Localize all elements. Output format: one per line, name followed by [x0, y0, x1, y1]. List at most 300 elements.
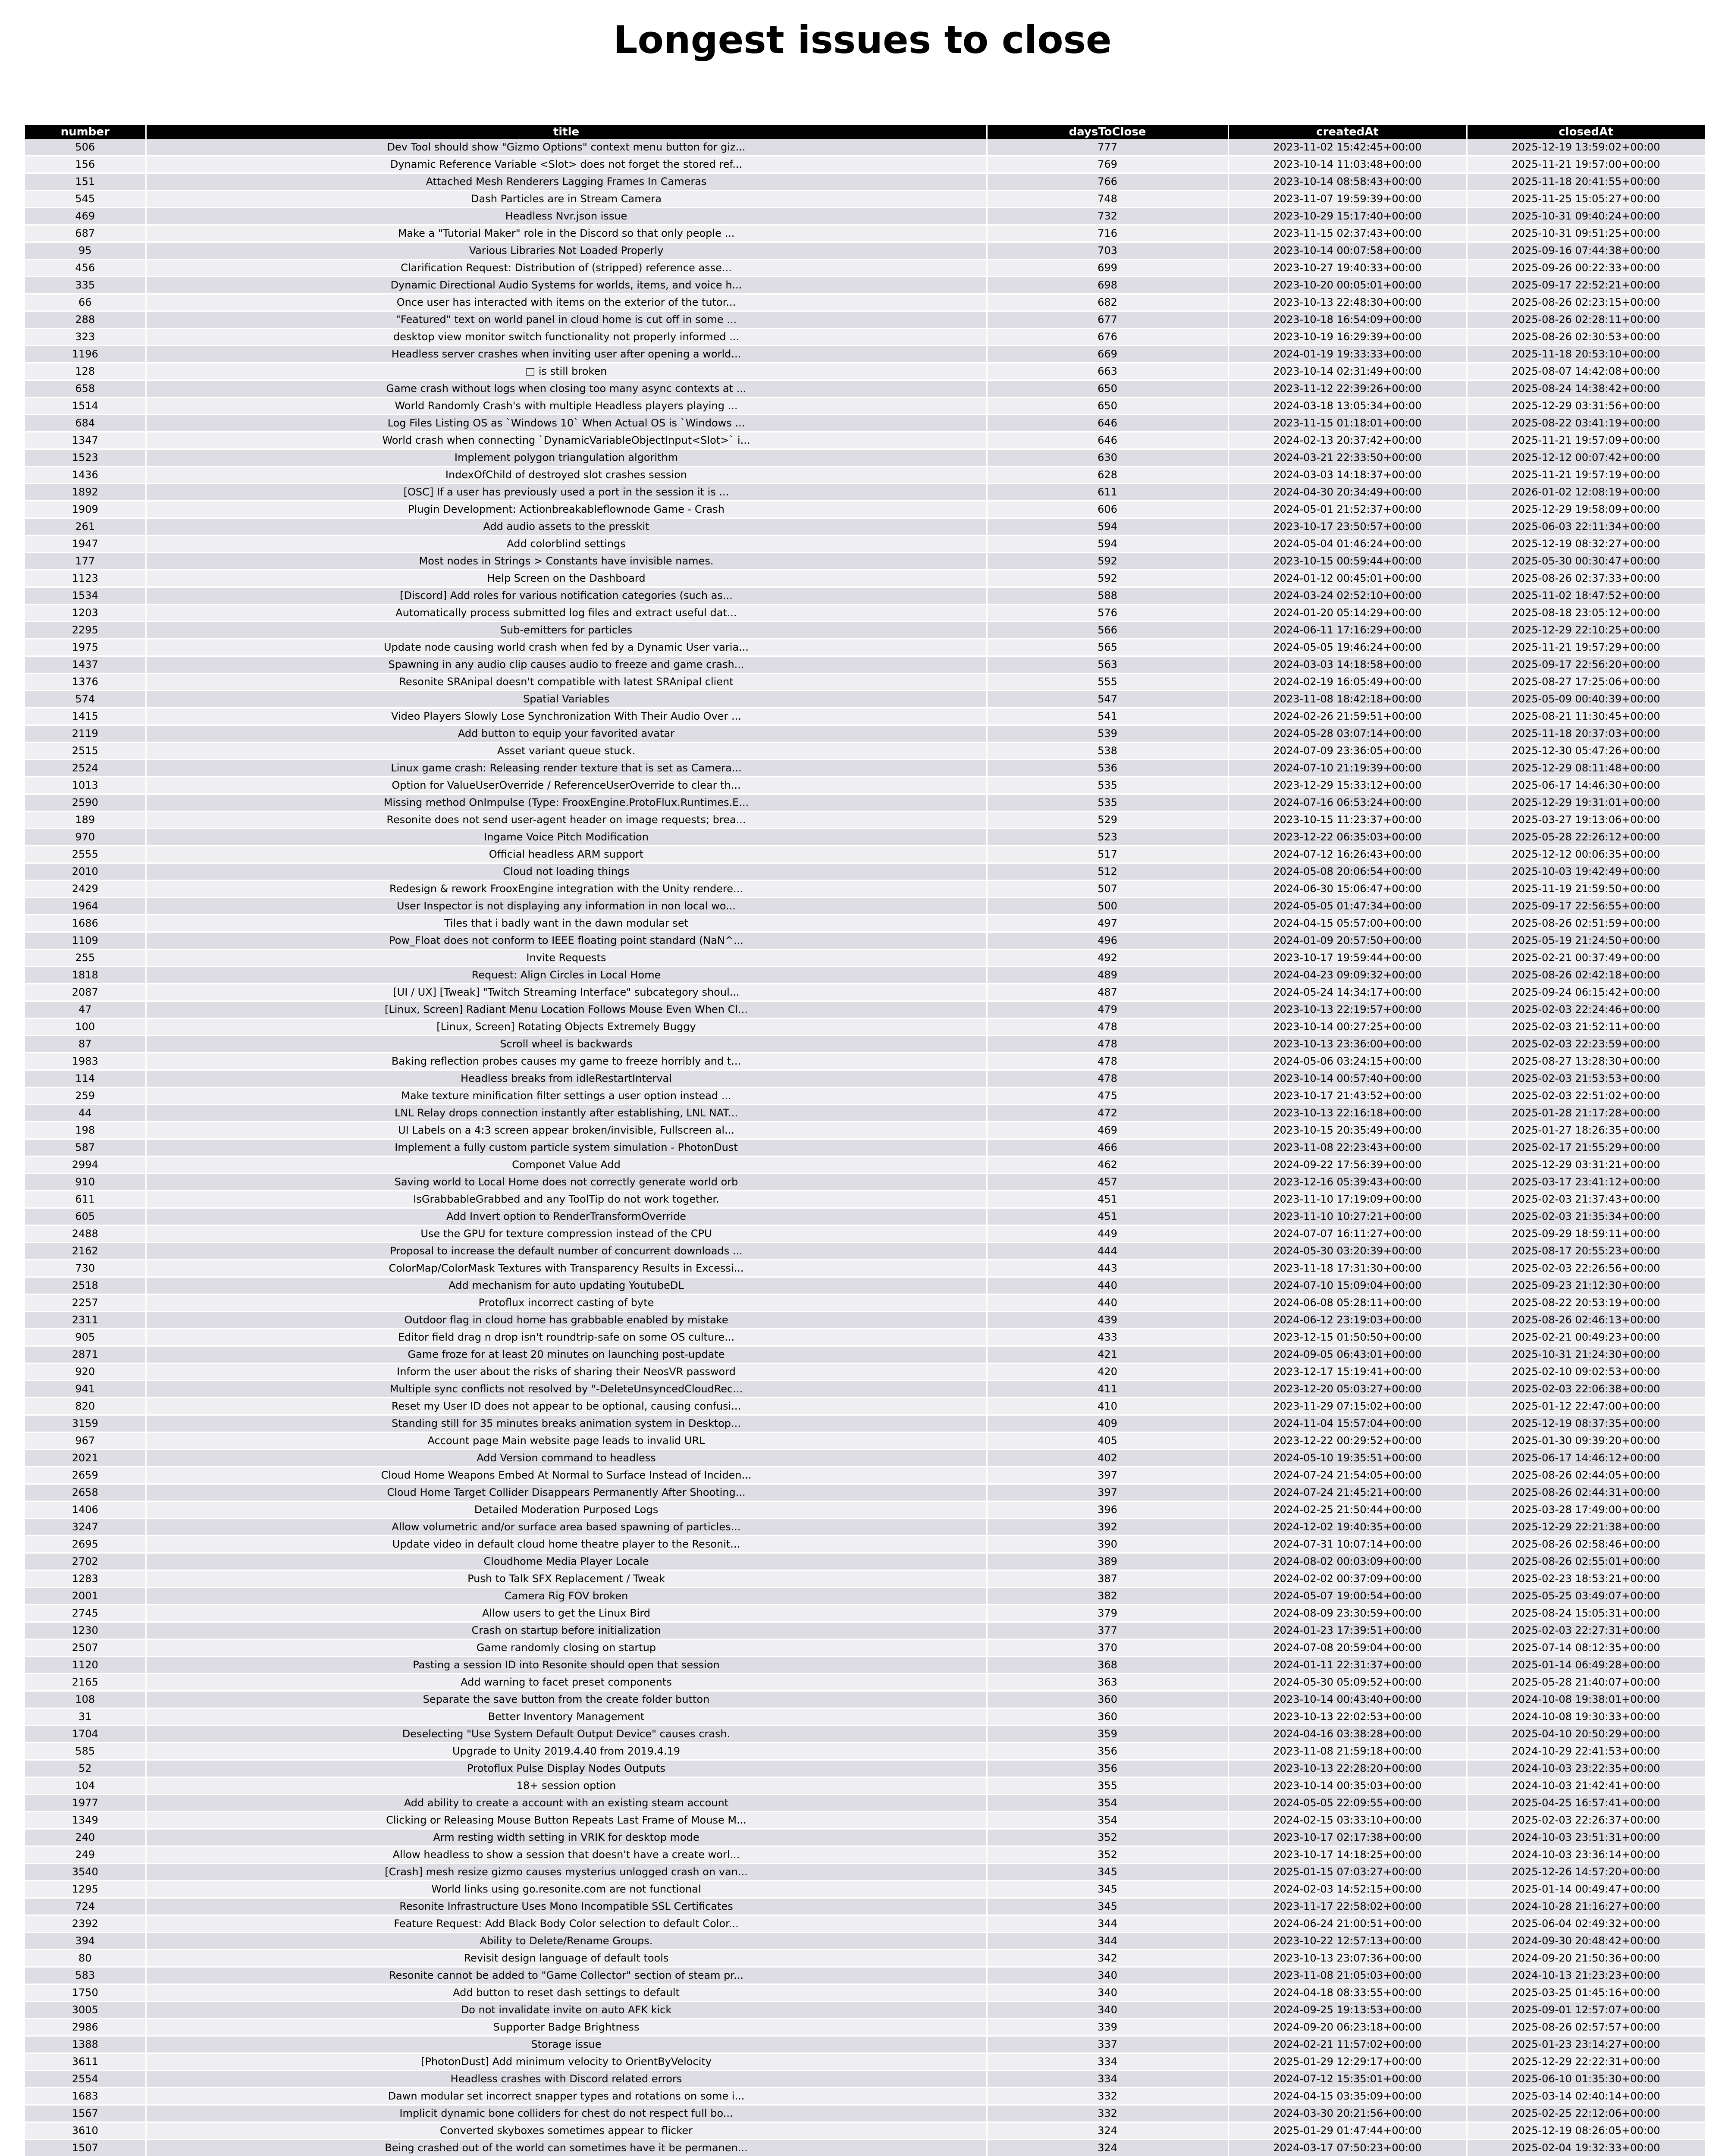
cell-created-at: 2023-10-15 11:23:37+00:00 [1228, 812, 1467, 829]
table-row [25, 743, 1705, 760]
cell-created-at: 2024-04-16 03:38:28+00:00 [1228, 1726, 1467, 1743]
cell-created-at: 2024-02-02 00:37:09+00:00 [1228, 1570, 1467, 1588]
cell-days-to-close: 443 [987, 1260, 1228, 1277]
cell-title: Dynamic Reference Variable <Slot> does not forget the stored ref... [146, 156, 987, 173]
cell-closed-at: 2025-05-28 22:26:12+00:00 [1467, 829, 1705, 846]
cell-closed-at: 2025-11-18 20:37:03+00:00 [1467, 725, 1705, 743]
table-row [25, 173, 1705, 191]
table-row [25, 898, 1705, 915]
cell-created-at: 2024-05-08 20:06:54+00:00 [1228, 863, 1467, 881]
cell-title: Invite Requests [146, 950, 987, 967]
cell-created-at: 2024-06-11 17:16:29+00:00 [1228, 622, 1467, 639]
cell-number: 687 [25, 225, 146, 242]
cell-created-at: 2024-01-11 22:31:37+00:00 [1228, 1657, 1467, 1674]
cell-closed-at: 2025-02-03 22:23:59+00:00 [1467, 1036, 1705, 1053]
cell-title: User Inspector is not displaying any information in non local wo... [146, 898, 987, 915]
cell-created-at: 2023-10-13 23:07:36+00:00 [1228, 1950, 1467, 1967]
table-row [25, 639, 1705, 656]
cell-days-to-close: 334 [987, 2071, 1228, 2088]
table-row [25, 605, 1705, 622]
cell-title: UI Labels on a 4:3 screen appear broken/invisible, Fullscreen al... [146, 1122, 987, 1139]
table-row [25, 812, 1705, 829]
cell-title: Make texture minification filter settings a user option instead ... [146, 1087, 987, 1105]
table-row [25, 294, 1705, 311]
table-row [25, 1898, 1705, 1915]
cell-days-to-close: 646 [987, 432, 1228, 449]
cell-number: 1514 [25, 398, 146, 415]
cell-days-to-close: 379 [987, 1605, 1228, 1622]
table-row [25, 1553, 1705, 1570]
cell-days-to-close: 340 [987, 1967, 1228, 1984]
table-row [25, 1277, 1705, 1294]
cell-title: Dawn modular set incorrect snapper types and rotations on some i... [146, 2088, 987, 2105]
cell-closed-at: 2025-11-18 20:41:55+00:00 [1467, 173, 1705, 191]
cell-number: 1534 [25, 587, 146, 605]
cell-title: Update node causing world crash when fed by a Dynamic User varia... [146, 639, 987, 656]
table-row [25, 1346, 1705, 1363]
cell-created-at: 2024-01-20 05:14:29+00:00 [1228, 605, 1467, 622]
cell-days-to-close: 547 [987, 691, 1228, 708]
cell-days-to-close: 339 [987, 2019, 1228, 2036]
cell-created-at: 2023-11-15 01:18:01+00:00 [1228, 415, 1467, 432]
cell-number: 2488 [25, 1225, 146, 1243]
table-row [25, 518, 1705, 536]
cell-days-to-close: 397 [987, 1467, 1228, 1484]
cell-closed-at: 2025-02-03 22:06:38+00:00 [1467, 1381, 1705, 1398]
cell-closed-at: 2025-12-29 03:31:21+00:00 [1467, 1156, 1705, 1174]
cell-title: Game crash without logs when closing too many async contexts at ... [146, 380, 987, 398]
cell-created-at: 2024-02-03 14:52:15+00:00 [1228, 1881, 1467, 1898]
cell-days-to-close: 592 [987, 570, 1228, 587]
cell-created-at: 2024-05-05 19:46:24+00:00 [1228, 639, 1467, 656]
table-row [25, 691, 1705, 708]
cell-number: 583 [25, 1967, 146, 1984]
cell-closed-at: 2025-08-26 02:57:57+00:00 [1467, 2019, 1705, 2036]
table-row [25, 1432, 1705, 1450]
cell-closed-at: 2024-09-20 21:50:36+00:00 [1467, 1950, 1705, 1967]
table-row [25, 1829, 1705, 1846]
table-row [25, 1846, 1705, 1864]
cell-closed-at: 2025-01-28 21:17:28+00:00 [1467, 1105, 1705, 1122]
cell-title: Game froze for at least 20 minutes on launching post-update [146, 1346, 987, 1363]
cell-created-at: 2024-07-16 06:53:24+00:00 [1228, 794, 1467, 812]
table-row [25, 1484, 1705, 1501]
cell-created-at: 2024-01-09 20:57:50+00:00 [1228, 932, 1467, 950]
cell-days-to-close: 324 [987, 2122, 1228, 2140]
cell-title: [Discord] Add roles for various notification categories (such as... [146, 587, 987, 605]
cell-title: Separate the save button from the create folder button [146, 1691, 987, 1708]
cell-closed-at: 2025-02-23 18:53:21+00:00 [1467, 1570, 1705, 1588]
cell-created-at: 2023-10-17 02:17:38+00:00 [1228, 1829, 1467, 1846]
cell-closed-at: 2025-08-26 02:28:11+00:00 [1467, 311, 1705, 329]
cell-title: Asset variant queue stuck. [146, 743, 987, 760]
table-row [25, 2053, 1705, 2071]
cell-number: 658 [25, 380, 146, 398]
cell-days-to-close: 324 [987, 2140, 1228, 2156]
cell-days-to-close: 420 [987, 1363, 1228, 1381]
cell-created-at: 2024-07-08 20:59:04+00:00 [1228, 1639, 1467, 1657]
cell-created-at: 2024-05-05 01:47:34+00:00 [1228, 898, 1467, 915]
cell-title: Add button to equip your favorited avatar [146, 725, 987, 743]
cell-created-at: 2023-10-13 22:48:30+00:00 [1228, 294, 1467, 311]
cell-closed-at: 2025-08-24 15:05:31+00:00 [1467, 1605, 1705, 1622]
cell-closed-at: 2025-08-22 20:53:19+00:00 [1467, 1294, 1705, 1312]
cell-number: 1704 [25, 1726, 146, 1743]
cell-title: Add colorblind settings [146, 536, 987, 553]
cell-number: 2871 [25, 1346, 146, 1363]
cell-number: 2087 [25, 984, 146, 1001]
cell-days-to-close: 594 [987, 536, 1228, 553]
cell-title: Request: Align Circles in Local Home [146, 967, 987, 984]
cell-days-to-close: 535 [987, 777, 1228, 794]
cell-number: 506 [25, 139, 146, 156]
cell-number: 1686 [25, 915, 146, 932]
cell-created-at: 2023-12-16 05:39:43+00:00 [1228, 1174, 1467, 1191]
cell-closed-at: 2025-12-26 14:57:20+00:00 [1467, 1864, 1705, 1881]
cell-number: 151 [25, 173, 146, 191]
cell-closed-at: 2025-12-29 22:21:38+00:00 [1467, 1519, 1705, 1536]
cell-closed-at: 2025-08-07 14:42:08+00:00 [1467, 363, 1705, 380]
cell-closed-at: 2025-02-10 09:02:53+00:00 [1467, 1363, 1705, 1381]
cell-days-to-close: 594 [987, 518, 1228, 536]
cell-created-at: 2024-12-02 19:40:35+00:00 [1228, 1519, 1467, 1536]
cell-title: Game randomly closing on startup [146, 1639, 987, 1657]
cell-closed-at: 2025-05-28 21:40:07+00:00 [1467, 1674, 1705, 1691]
cell-days-to-close: 507 [987, 881, 1228, 898]
cell-created-at: 2023-11-08 18:42:18+00:00 [1228, 691, 1467, 708]
cell-number: 456 [25, 260, 146, 277]
cell-days-to-close: 650 [987, 398, 1228, 415]
cell-days-to-close: 449 [987, 1225, 1228, 1243]
cell-created-at: 2025-01-29 01:47:44+00:00 [1228, 2122, 1467, 2140]
cell-title: Add Invert option to RenderTransformOverride [146, 1208, 987, 1225]
table-row [25, 1156, 1705, 1174]
cell-created-at: 2023-10-13 23:36:00+00:00 [1228, 1036, 1467, 1053]
cell-closed-at: 2025-01-12 22:47:00+00:00 [1467, 1398, 1705, 1415]
cell-days-to-close: 478 [987, 1036, 1228, 1053]
table-row [25, 191, 1705, 208]
cell-closed-at: 2025-04-25 16:57:41+00:00 [1467, 1795, 1705, 1812]
cell-created-at: 2024-06-30 15:06:47+00:00 [1228, 881, 1467, 898]
cell-title: Ingame Voice Pitch Modification [146, 829, 987, 846]
cell-days-to-close: 370 [987, 1639, 1228, 1657]
table-row [25, 1570, 1705, 1588]
table-row [25, 1795, 1705, 1812]
cell-created-at: 2023-11-10 17:19:09+00:00 [1228, 1191, 1467, 1208]
table-row [25, 1001, 1705, 1018]
cell-days-to-close: 354 [987, 1795, 1228, 1812]
cell-number: 1437 [25, 656, 146, 674]
cell-closed-at: 2025-08-24 14:38:42+00:00 [1467, 380, 1705, 398]
cell-number: 100 [25, 1018, 146, 1036]
cell-title: Add ability to create a account with an existing steam account [146, 1795, 987, 1812]
cell-number: 1909 [25, 501, 146, 518]
cell-days-to-close: 563 [987, 656, 1228, 674]
cell-days-to-close: 703 [987, 242, 1228, 260]
cell-title: Video Players Slowly Lose Synchronization With Their Audio Over ... [146, 708, 987, 725]
cell-created-at: 2023-10-14 08:58:43+00:00 [1228, 173, 1467, 191]
cell-title: Once user has interacted with items on the exterior of the tutor... [146, 294, 987, 311]
cell-number: 1964 [25, 898, 146, 915]
table-row [25, 1950, 1705, 1967]
table-row [25, 380, 1705, 398]
cell-created-at: 2024-08-09 23:30:59+00:00 [1228, 1605, 1467, 1622]
cell-closed-at: 2025-02-21 00:37:49+00:00 [1467, 950, 1705, 967]
cell-title: Standing still for 35 minutes breaks animation system in Desktop... [146, 1415, 987, 1432]
cell-days-to-close: 698 [987, 277, 1228, 294]
cell-title: Converted skyboxes sometimes appear to flicker [146, 2122, 987, 2140]
cell-number: 724 [25, 1898, 146, 1915]
cell-days-to-close: 479 [987, 1001, 1228, 1018]
table-row [25, 1915, 1705, 1933]
cell-days-to-close: 355 [987, 1777, 1228, 1795]
table-row [25, 1243, 1705, 1260]
cell-title: Multiple sync conflicts not resolved by "-DeleteUnsyncedCloudRec... [146, 1381, 987, 1398]
cell-closed-at: 2025-12-29 19:58:09+00:00 [1467, 501, 1705, 518]
cell-closed-at: 2025-02-03 21:37:43+00:00 [1467, 1191, 1705, 1208]
cell-closed-at: 2025-03-28 17:49:00+00:00 [1467, 1501, 1705, 1519]
table-row [25, 398, 1705, 415]
cell-closed-at: 2025-10-31 09:40:24+00:00 [1467, 208, 1705, 225]
cell-title: Linux game crash: Releasing render texture that is set as Camera... [146, 760, 987, 777]
cell-number: 2659 [25, 1467, 146, 1484]
cell-created-at: 2024-07-24 21:45:21+00:00 [1228, 1484, 1467, 1501]
cell-closed-at: 2025-08-26 02:51:59+00:00 [1467, 915, 1705, 932]
cell-closed-at: 2025-08-26 02:44:31+00:00 [1467, 1484, 1705, 1501]
cell-days-to-close: 555 [987, 674, 1228, 691]
cell-created-at: 2023-10-22 12:57:13+00:00 [1228, 1933, 1467, 1950]
cell-number: 2010 [25, 863, 146, 881]
cell-closed-at: 2025-12-29 03:31:56+00:00 [1467, 398, 1705, 415]
cell-number: 1388 [25, 2036, 146, 2053]
cell-created-at: 2023-10-20 00:05:01+00:00 [1228, 277, 1467, 294]
table-row [25, 777, 1705, 794]
cell-closed-at: 2024-09-30 20:48:42+00:00 [1467, 1933, 1705, 1950]
cell-closed-at: 2025-09-17 22:56:55+00:00 [1467, 898, 1705, 915]
cell-title: Scroll wheel is backwards [146, 1036, 987, 1053]
table-row [25, 674, 1705, 691]
cell-title: Cloud Home Weapons Embed At Normal to Surface Instead of Inciden... [146, 1467, 987, 1484]
cell-created-at: 2023-10-13 22:28:20+00:00 [1228, 1760, 1467, 1777]
cell-number: 2702 [25, 1553, 146, 1570]
cell-number: 910 [25, 1174, 146, 1191]
cell-number: 469 [25, 208, 146, 225]
cell-number: 820 [25, 1398, 146, 1415]
cell-created-at: 2023-10-17 19:59:44+00:00 [1228, 950, 1467, 967]
table-row [25, 1036, 1705, 1053]
table-row [25, 277, 1705, 294]
cell-days-to-close: 396 [987, 1501, 1228, 1519]
cell-closed-at: 2025-08-26 02:23:15+00:00 [1467, 294, 1705, 311]
cell-closed-at: 2025-12-30 05:47:26+00:00 [1467, 743, 1705, 760]
table-row [25, 501, 1705, 518]
cell-title: Being crashed out of the world can sometimes have it be permanen... [146, 2140, 987, 2156]
cell-days-to-close: 475 [987, 1087, 1228, 1105]
cell-created-at: 2023-11-02 15:42:45+00:00 [1228, 139, 1467, 156]
cell-created-at: 2023-11-08 21:05:03+00:00 [1228, 1967, 1467, 1984]
cell-created-at: 2023-11-15 02:37:43+00:00 [1228, 225, 1467, 242]
cell-days-to-close: 377 [987, 1622, 1228, 1639]
cell-title: 18+ session option [146, 1777, 987, 1795]
cell-created-at: 2023-11-18 17:31:30+00:00 [1228, 1260, 1467, 1277]
cell-title: Add warning to facet preset components [146, 1674, 987, 1691]
table-row [25, 484, 1705, 501]
cell-title: Inform the user about the risks of sharing their NeosVR password [146, 1363, 987, 1381]
cell-number: 1975 [25, 639, 146, 656]
cell-created-at: 2023-12-22 06:35:03+00:00 [1228, 829, 1467, 846]
cell-created-at: 2023-10-27 19:40:33+00:00 [1228, 260, 1467, 277]
cell-days-to-close: 440 [987, 1277, 1228, 1294]
page-title: Longest issues to close [613, 18, 1112, 62]
cell-days-to-close: 368 [987, 1657, 1228, 1674]
cell-days-to-close: 337 [987, 2036, 1228, 2053]
cell-created-at: 2024-06-24 21:00:51+00:00 [1228, 1915, 1467, 1933]
cell-title: Camera Rig FOV broken [146, 1588, 987, 1605]
cell-days-to-close: 340 [987, 2002, 1228, 2019]
table-row [25, 1519, 1705, 1536]
table-row [25, 2105, 1705, 2122]
cell-number: 1683 [25, 2088, 146, 2105]
cell-created-at: 2024-09-20 06:23:18+00:00 [1228, 2019, 1467, 2036]
cell-closed-at: 2024-10-08 19:30:33+00:00 [1467, 1708, 1705, 1726]
table-row [25, 915, 1705, 932]
cell-created-at: 2024-02-15 03:33:10+00:00 [1228, 1812, 1467, 1829]
cell-days-to-close: 345 [987, 1864, 1228, 1881]
cell-closed-at: 2025-11-18 20:53:10+00:00 [1467, 346, 1705, 363]
cell-created-at: 2024-03-17 07:50:23+00:00 [1228, 2140, 1467, 2156]
table-row [25, 881, 1705, 898]
cell-closed-at: 2024-10-03 23:22:35+00:00 [1467, 1760, 1705, 1777]
cell-days-to-close: 699 [987, 260, 1228, 277]
cell-title: Supporter Badge Brightness [146, 2019, 987, 2036]
cell-created-at: 2023-10-17 21:43:52+00:00 [1228, 1087, 1467, 1105]
cell-title: Outdoor flag in cloud home has grabbable enabled by mistake [146, 1312, 987, 1329]
cell-days-to-close: 588 [987, 587, 1228, 605]
cell-title: Allow headless to show a session that doesn't have a create worl... [146, 1846, 987, 1864]
cell-number: 1977 [25, 1795, 146, 1812]
cell-created-at: 2023-10-14 00:27:25+00:00 [1228, 1018, 1467, 1036]
table-row [25, 139, 1705, 156]
cell-title: Implement polygon triangulation algorithm [146, 449, 987, 467]
cell-created-at: 2023-11-07 19:59:39+00:00 [1228, 191, 1467, 208]
cell-number: 970 [25, 829, 146, 846]
table-row [25, 2140, 1705, 2156]
cell-days-to-close: 472 [987, 1105, 1228, 1122]
cell-closed-at: 2025-02-21 00:49:23+00:00 [1467, 1329, 1705, 1346]
cell-number: 47 [25, 1001, 146, 1018]
cell-closed-at: 2025-03-25 01:45:16+00:00 [1467, 1984, 1705, 2002]
cell-title: desktop view monitor switch functionality not properly informed ... [146, 329, 987, 346]
cell-created-at: 2024-04-30 20:34:49+00:00 [1228, 484, 1467, 501]
cell-created-at: 2024-07-10 15:09:04+00:00 [1228, 1277, 1467, 1294]
cell-number: 1983 [25, 1053, 146, 1070]
cell-closed-at: 2024-10-03 21:42:41+00:00 [1467, 1777, 1705, 1795]
cell-number: 1567 [25, 2105, 146, 2122]
cell-closed-at: 2025-02-03 21:52:11+00:00 [1467, 1018, 1705, 1036]
cell-closed-at: 2025-11-19 21:59:50+00:00 [1467, 881, 1705, 898]
cell-closed-at: 2024-10-08 19:38:01+00:00 [1467, 1691, 1705, 1708]
cell-number: 2555 [25, 846, 146, 863]
cell-number: 1892 [25, 484, 146, 501]
cell-number: 2658 [25, 1484, 146, 1501]
cell-days-to-close: 389 [987, 1553, 1228, 1570]
cell-created-at: 2023-10-17 14:18:25+00:00 [1228, 1846, 1467, 1864]
cell-title: Saving world to Local Home does not correctly generate world orb [146, 1174, 987, 1191]
cell-number: 1203 [25, 605, 146, 622]
cell-title: Sub-emitters for particles [146, 622, 987, 639]
cell-created-at: 2024-07-10 21:19:39+00:00 [1228, 760, 1467, 777]
column-header-number: number [25, 125, 146, 139]
table-row [25, 1777, 1705, 1795]
cell-number: 1436 [25, 467, 146, 484]
cell-created-at: 2024-05-06 03:24:15+00:00 [1228, 1053, 1467, 1070]
table-row [25, 708, 1705, 725]
table-row [25, 1674, 1705, 1691]
table-row [25, 760, 1705, 777]
cell-title: Allow volumetric and/or surface area based spawning of particles... [146, 1519, 987, 1536]
cell-closed-at: 2025-02-03 22:26:56+00:00 [1467, 1260, 1705, 1277]
cell-created-at: 2024-07-07 16:11:27+00:00 [1228, 1225, 1467, 1243]
cell-days-to-close: 439 [987, 1312, 1228, 1329]
cell-created-at: 2024-06-08 05:28:11+00:00 [1228, 1294, 1467, 1312]
cell-title: Upgrade to Unity 2019.4.40 from 2019.4.19 [146, 1743, 987, 1760]
cell-number: 920 [25, 1363, 146, 1381]
cell-number: 1347 [25, 432, 146, 449]
column-header-created-at: createdAt [1228, 125, 1467, 139]
cell-number: 611 [25, 1191, 146, 1208]
cell-created-at: 2023-10-14 11:03:48+00:00 [1228, 156, 1467, 173]
table-row [25, 415, 1705, 432]
cell-days-to-close: 748 [987, 191, 1228, 208]
table-row [25, 656, 1705, 674]
cell-title: Resonite does not send user-agent header on image requests; brea... [146, 812, 987, 829]
table-row [25, 950, 1705, 967]
table-row [25, 225, 1705, 242]
cell-number: 261 [25, 518, 146, 536]
cell-number: 323 [25, 329, 146, 346]
cell-title: [OSC] If a user has previously used a port in the session it is ... [146, 484, 987, 501]
cell-created-at: 2024-01-19 19:33:33+00:00 [1228, 346, 1467, 363]
cell-number: 3610 [25, 2122, 146, 2140]
table-row [25, 1122, 1705, 1139]
cell-title: [PhotonDust] Add minimum velocity to OrientByVelocity [146, 2053, 987, 2071]
cell-created-at: 2023-11-12 22:39:26+00:00 [1228, 380, 1467, 398]
cell-created-at: 2023-11-17 22:58:02+00:00 [1228, 1898, 1467, 1915]
cell-days-to-close: 466 [987, 1139, 1228, 1156]
cell-created-at: 2024-07-31 10:07:14+00:00 [1228, 1536, 1467, 1553]
cell-created-at: 2023-10-29 15:17:40+00:00 [1228, 208, 1467, 225]
cell-days-to-close: 769 [987, 156, 1228, 173]
table-row [25, 1864, 1705, 1881]
cell-days-to-close: 356 [987, 1743, 1228, 1760]
cell-days-to-close: 496 [987, 932, 1228, 950]
cell-days-to-close: 512 [987, 863, 1228, 881]
cell-created-at: 2024-03-21 22:33:50+00:00 [1228, 449, 1467, 467]
column-header-closed-at: closedAt [1467, 125, 1705, 139]
cell-created-at: 2024-05-05 22:09:55+00:00 [1228, 1795, 1467, 1812]
table-row [25, 1312, 1705, 1329]
cell-closed-at: 2025-12-12 00:06:35+00:00 [1467, 846, 1705, 863]
cell-number: 177 [25, 553, 146, 570]
cell-title: ColorMap/ColorMask Textures with Transparency Results in Excessi... [146, 1260, 987, 1277]
table-row [25, 1967, 1705, 1984]
cell-closed-at: 2025-02-25 22:12:06+00:00 [1467, 2105, 1705, 2122]
cell-title: Tiles that i badly want in the dawn modular set [146, 915, 987, 932]
cell-closed-at: 2025-03-17 23:41:12+00:00 [1467, 1174, 1705, 1191]
table-row [25, 1381, 1705, 1398]
cell-number: 114 [25, 1070, 146, 1087]
cell-days-to-close: 487 [987, 984, 1228, 1001]
